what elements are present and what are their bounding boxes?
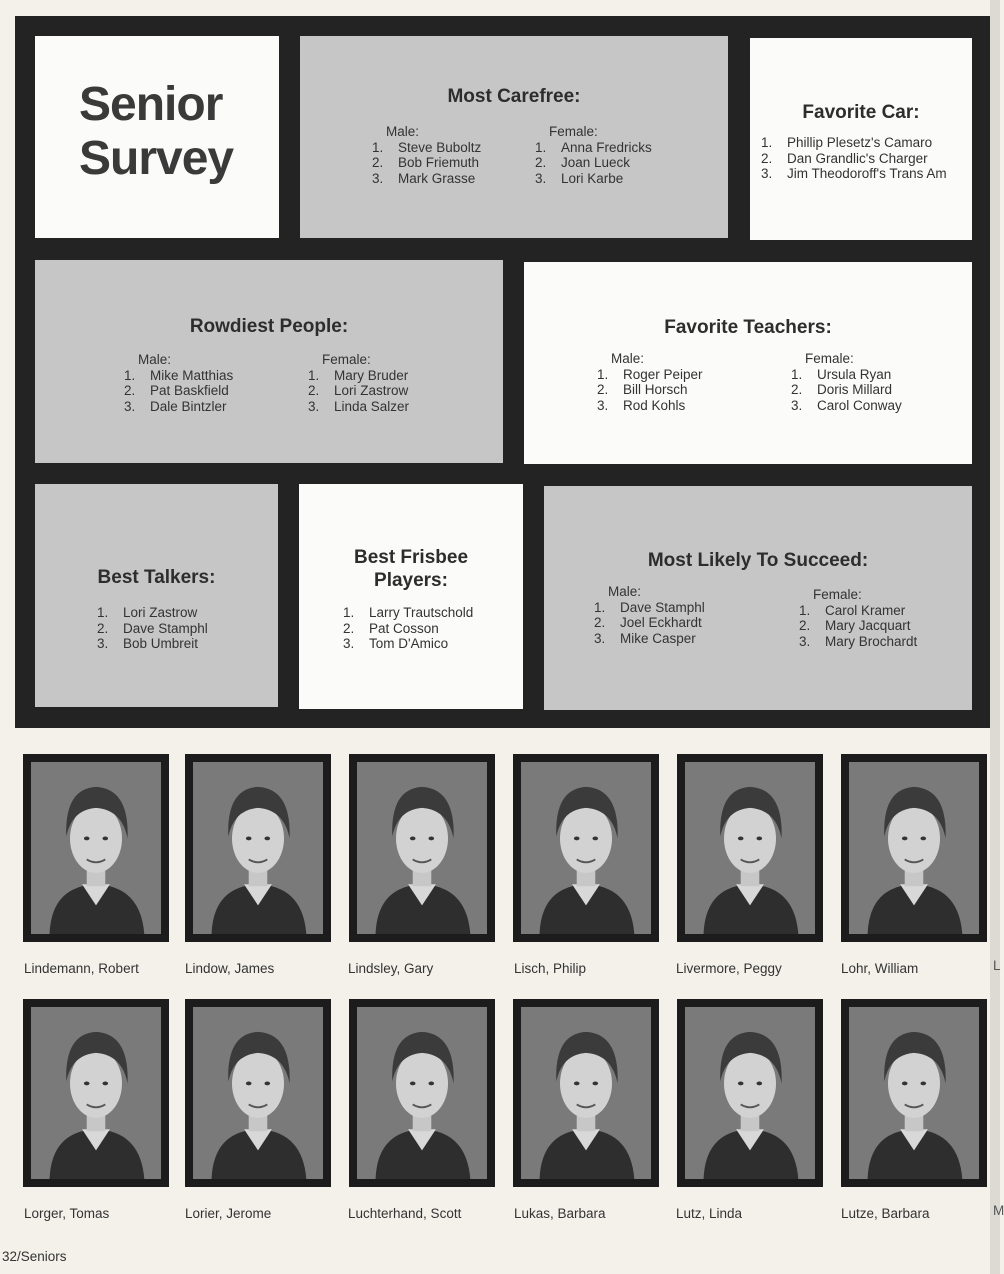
rowdiest-people-female-list: Female: 1. Mary Bruder 2. Lori Zastrow 3. Linda Salzer bbox=[308, 352, 410, 414]
best-frisbee-heading: Best Frisbee Players: bbox=[353, 547, 469, 591]
best-talkers-box bbox=[35, 484, 278, 707]
portrait-photo bbox=[513, 754, 659, 942]
list-item: Joel Eckhardt bbox=[620, 615, 702, 630]
list-item: Jim Theodoroff's Trans Am bbox=[787, 166, 947, 181]
title-box bbox=[35, 36, 279, 238]
list-item: Carol Conway bbox=[817, 397, 902, 413]
favorite-car-list: 1. Phillip Plesetz's Camaro 2. Dan Grandlic's Charger 3. Jim Theodoroff's Trans Am bbox=[761, 135, 947, 181]
portrait-caption: Luchterhand, Scott bbox=[348, 1206, 462, 1221]
list-item: Bob Friemuth bbox=[398, 155, 480, 170]
most-likely-succeed-heading: Most Likely To Succeed: bbox=[647, 550, 869, 571]
list-item: Larry Trautschold bbox=[369, 605, 474, 620]
portrait-caption: Lindsley, Gary bbox=[348, 961, 434, 976]
portrait-caption: Lorger, Tomas bbox=[24, 1206, 110, 1221]
most-carefree-female-list: Female: 1. Anna Fredricks 2. Joan Lueck 3. Lori Karbe bbox=[535, 124, 652, 186]
list-item: Pat Cosson bbox=[369, 620, 439, 636]
rowdiest-people-male-list: Male: 1. Mike Matthias 2. Pat Baskfield 3. Dale Bintzler bbox=[124, 352, 234, 414]
portrait-photo bbox=[677, 754, 823, 942]
portrait-photo bbox=[349, 999, 495, 1187]
best-frisbee-list: 1. Larry Trautschold 2. Pat Cosson 3. Tom D'Amico bbox=[343, 605, 474, 651]
portrait-caption: Lisch, Philip bbox=[514, 961, 587, 976]
best-talkers-list: 1. Lori Zastrow 2. Dave Stamphl 3. Bob Umbreit bbox=[97, 605, 208, 651]
most-likely-succeed-male-list: Male: 1. Dave Stamphl 2. Joel Eckhardt 3. Mike Casper bbox=[594, 584, 705, 646]
list-item: Mary Brochardt bbox=[825, 633, 918, 649]
list-item: Carol Kramer bbox=[825, 602, 906, 618]
rowdiest-people-box bbox=[35, 260, 503, 463]
list-item: Doris Millard bbox=[817, 382, 893, 397]
most-likely-succeed-female-list: Female: 1. Carol Kramer 2. Mary Jacquart 3. Mary Brochardt bbox=[799, 587, 918, 649]
most-carefree-male-list: Male: 1. Steve Buboltz 2. Bob Friemuth 3. Mark Grasse bbox=[372, 124, 482, 186]
portrait-photo bbox=[349, 754, 495, 942]
page-edge-shadow bbox=[990, 0, 1000, 1274]
list-item: Lori Zastrow bbox=[334, 383, 409, 398]
favorite-car-heading: Favorite Car: bbox=[802, 102, 920, 123]
favorite-teachers-male-list: Male: 1. Roger Peiper 2. Bill Horsch 3. Rod Kohls bbox=[597, 351, 703, 413]
edge-letter: L bbox=[993, 958, 1001, 973]
portrait-photo bbox=[185, 754, 331, 942]
favorite-car-box bbox=[750, 38, 972, 240]
list-item: Dave Stamphl bbox=[620, 599, 705, 615]
best-talkers-heading: Best Talkers: bbox=[97, 567, 216, 588]
portrait-caption: Lutz, Linda bbox=[676, 1206, 743, 1221]
list-item: Phillip Plesetz's Camaro bbox=[787, 135, 933, 150]
list-item: Joan Lueck bbox=[561, 155, 631, 170]
best-frisbee-box bbox=[299, 484, 523, 709]
portrait-caption: Lorier, Jerome bbox=[185, 1206, 272, 1221]
list-item: Dan Grandlic's Charger bbox=[787, 150, 928, 166]
list-item: Ursula Ryan bbox=[817, 366, 892, 382]
favorite-teachers-box bbox=[524, 262, 972, 464]
list-item: Tom D'Amico bbox=[369, 636, 449, 651]
portrait-caption: Lutze, Barbara bbox=[841, 1206, 930, 1221]
most-carefree-box bbox=[300, 36, 728, 238]
list-item: Dave Stamphl bbox=[123, 620, 208, 636]
most-likely-succeed-box bbox=[544, 486, 972, 710]
list-item: Mike Casper bbox=[620, 630, 696, 646]
most-carefree-heading: Most Carefree: bbox=[447, 86, 581, 107]
portrait-photo bbox=[513, 999, 659, 1187]
portrait-photo bbox=[185, 999, 331, 1187]
portrait-photo bbox=[23, 754, 169, 942]
list-item: Anna Fredricks bbox=[561, 139, 652, 155]
list-item: Pat Baskfield bbox=[150, 383, 229, 398]
portrait-photo bbox=[23, 999, 169, 1187]
page-footer: 32/Seniors bbox=[2, 1249, 67, 1264]
page-title: Senior Survey bbox=[79, 78, 234, 185]
list-item: Steve Buboltz bbox=[398, 139, 482, 155]
list-item: Mary Bruder bbox=[334, 367, 409, 383]
portrait-photo bbox=[677, 999, 823, 1187]
portrait-caption: Lindemann, Robert bbox=[24, 961, 139, 976]
portrait-caption: Lohr, William bbox=[841, 961, 919, 976]
list-item: Lori Zastrow bbox=[123, 605, 198, 620]
rowdiest-people-heading: Rowdiest People: bbox=[189, 316, 349, 337]
list-item: Roger Peiper bbox=[623, 366, 703, 382]
list-item: Mike Matthias bbox=[150, 367, 234, 383]
favorite-teachers-female-list: Female: 1. Ursula Ryan 2. Doris Millard 3. Carol Conway bbox=[791, 351, 902, 413]
list-item: Linda Salzer bbox=[334, 398, 410, 414]
edge-letter: M bbox=[993, 1203, 1004, 1218]
portrait-photo bbox=[841, 999, 987, 1187]
portrait-caption: Livermore, Peggy bbox=[676, 961, 782, 976]
list-item: Bill Horsch bbox=[623, 382, 688, 397]
portrait-caption: Lukas, Barbara bbox=[514, 1206, 606, 1221]
list-item: Bob Umbreit bbox=[123, 636, 199, 651]
favorite-teachers-heading: Favorite Teachers: bbox=[664, 317, 832, 338]
list-item: Lori Karbe bbox=[561, 170, 624, 186]
portrait-photo bbox=[841, 754, 987, 942]
portrait-caption: Lindow, James bbox=[185, 961, 275, 976]
list-item: Mary Jacquart bbox=[825, 618, 911, 633]
list-item: Rod Kohls bbox=[623, 397, 686, 413]
list-item: Dale Bintzler bbox=[150, 398, 227, 414]
list-item: Mark Grasse bbox=[398, 170, 476, 186]
